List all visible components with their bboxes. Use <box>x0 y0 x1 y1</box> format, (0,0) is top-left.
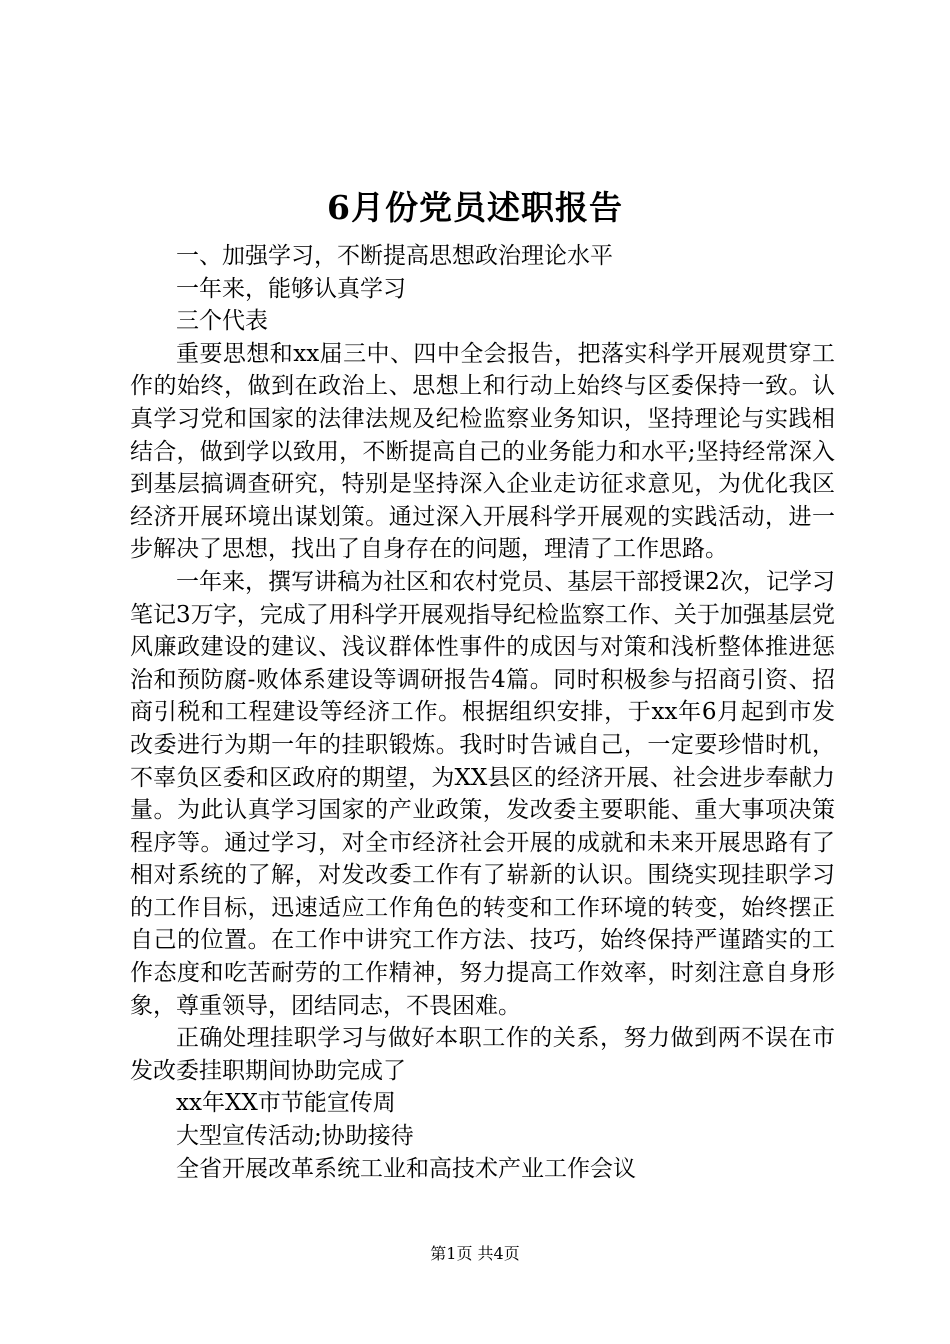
paragraph: 重要思想和xx届三中、四中全会报告，把落实科学开展观贯穿工作的始终，做到在政治上、思想上和行动上始终与区委保持一致。认真学习党和国家的法律法规及纪检监察业务知识，坚持理论与实践相结合，做到学以致用，不断提高自己的业务能力和水平;坚持经常深入到基层搞调查研究，特别是坚持深入企业走访征求意见，为优化我区经济开展环境出谋划策。通过深入开展科学开展观的实践活动，进一步解决了思想，找出了自身存在的问题，理清了工作思路。 <box>130 340 835 563</box>
paragraph: xx年XX市节能宣传周 <box>176 1090 396 1117</box>
paragraph: 一年来，撰写讲稿为社区和农村党员、基层干部授课2次，记学习笔记3万字，完成了用科学开展观指导纪检监察工作、关于加强基层党风廉政建设的建议、浅议群体性事件的成因与对策和浅析整体推进惩治和预防腐-败体系建设等调研报告4篇。同时积极参与招商引资、招商引税和工程建设等经济工作。根据组织安排，于xx年6月起到市发改委进行为期一年的挂职锻炼。我时时告诫自己，一定要珍惜时机，不辜负区委和区政府的期望，为XX县区的经济开展、社会进步奉献力量。为此认真学习国家的产业政策，发改委主要职能、重大事项决策程序等。通过学习，对全市经济社会开展的成就和未来开展思路有了相对系统的了解，对发改委工作有了崭新的认识。围绕实现挂职学习的工作目标，迅速适应工作角色的转变和工作环境的转变，始终摆正自己的位置。在工作中讲究工作方法、技巧，始终保持严谨踏实的工作态度和吃苦耐劳的工作精神，努力提高工作效率，时刻注意自身形象，尊重领导，团结同志，不畏困难。 <box>130 568 835 1019</box>
document-body <box>130 240 835 1185</box>
page-footer: 第1页 共4页 <box>430 1244 520 1263</box>
paragraph: 全省开展改革系统工业和高技术产业工作会议 <box>176 1155 636 1182</box>
paragraph: 大型宣传活动;协助接待 <box>176 1123 414 1150</box>
section-heading: 一、加强学习，不断提高思想政治理论水平 <box>176 243 613 269</box>
paragraph: 三个代表 <box>176 308 268 335</box>
paragraph: 正确处理挂职学习与做好本职工作的关系，努力做到两不误在市发改委挂职期间协助完成了 <box>130 1025 835 1084</box>
paragraph: 一年来，能够认真学习 <box>176 275 406 302</box>
document-title: 6月份党员述职报告 <box>327 188 623 227</box>
